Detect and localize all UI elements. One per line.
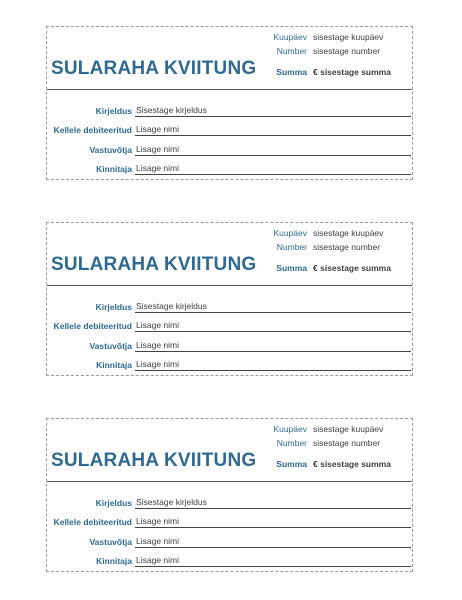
debited-to-field[interactable]: Lisage nimi <box>135 516 411 528</box>
description-label: Kirjeldus <box>95 498 132 508</box>
debited-to-label: Kellele debiteeritud <box>53 517 132 527</box>
debited-to-label: Kellele debiteeritud <box>53 321 132 331</box>
approved-by-field[interactable]: Lisage nimi <box>135 555 411 567</box>
number-label: Number <box>276 46 307 56</box>
receipt-title: SULARAHA KVIITUNG <box>51 58 257 79</box>
divider <box>47 481 412 482</box>
received-by-field[interactable]: Lisage nimi <box>135 536 411 548</box>
received-by-field[interactable]: Lisage nimi <box>135 144 411 156</box>
date-label: Kuupäev <box>273 228 307 238</box>
approved-by-field[interactable]: Lisage nimi <box>135 359 411 371</box>
description-label: Kirjeldus <box>95 106 132 116</box>
number-field[interactable]: sisestage number <box>313 46 381 56</box>
amount-field[interactable]: € sisestage summa <box>313 459 391 469</box>
received-by-label: Vastuvõtja <box>89 537 132 547</box>
description-label: Kirjeldus <box>95 302 132 312</box>
number-field[interactable]: sisestage number <box>313 438 381 448</box>
amount-field[interactable]: € sisestage summa <box>313 67 391 77</box>
number-label: Number <box>276 438 307 448</box>
number-field[interactable]: sisestage number <box>313 242 381 252</box>
debited-to-label: Kellele debiteeritud <box>53 125 132 135</box>
approved-by-label: Kinnitaja <box>96 360 132 370</box>
amount-label: Summa <box>276 67 307 77</box>
receipt-3 <box>46 418 413 572</box>
amount-label: Summa <box>276 263 307 273</box>
date-field[interactable]: sisestage kuupäev <box>313 32 384 42</box>
receipt-title: SULARAHA KVIITUNG <box>51 450 257 471</box>
description-field[interactable]: Sisestage kirjeldus <box>135 105 411 117</box>
debited-to-field[interactable]: Lisage nimi <box>135 124 411 136</box>
approved-by-label: Kinnitaja <box>96 556 132 566</box>
date-label: Kuupäev <box>273 424 307 434</box>
approved-by-field[interactable]: Lisage nimi <box>135 163 411 175</box>
received-by-label: Vastuvõtja <box>89 341 132 351</box>
divider <box>47 285 412 286</box>
amount-field[interactable]: € sisestage summa <box>313 263 391 273</box>
approved-by-label: Kinnitaja <box>96 164 132 174</box>
number-label: Number <box>276 242 307 252</box>
debited-to-field[interactable]: Lisage nimi <box>135 320 411 332</box>
date-field[interactable]: sisestage kuupäev <box>313 228 384 238</box>
receipt-2 <box>46 222 413 376</box>
amount-label: Summa <box>276 459 307 469</box>
divider <box>47 89 412 90</box>
receipt-title: SULARAHA KVIITUNG <box>51 254 257 275</box>
description-field[interactable]: Sisestage kirjeldus <box>135 301 411 313</box>
description-field[interactable]: Sisestage kirjeldus <box>135 497 411 509</box>
received-by-field[interactable]: Lisage nimi <box>135 340 411 352</box>
received-by-label: Vastuvõtja <box>89 145 132 155</box>
date-label: Kuupäev <box>273 32 307 42</box>
receipt-1 <box>46 26 413 180</box>
date-field[interactable]: sisestage kuupäev <box>313 424 384 434</box>
